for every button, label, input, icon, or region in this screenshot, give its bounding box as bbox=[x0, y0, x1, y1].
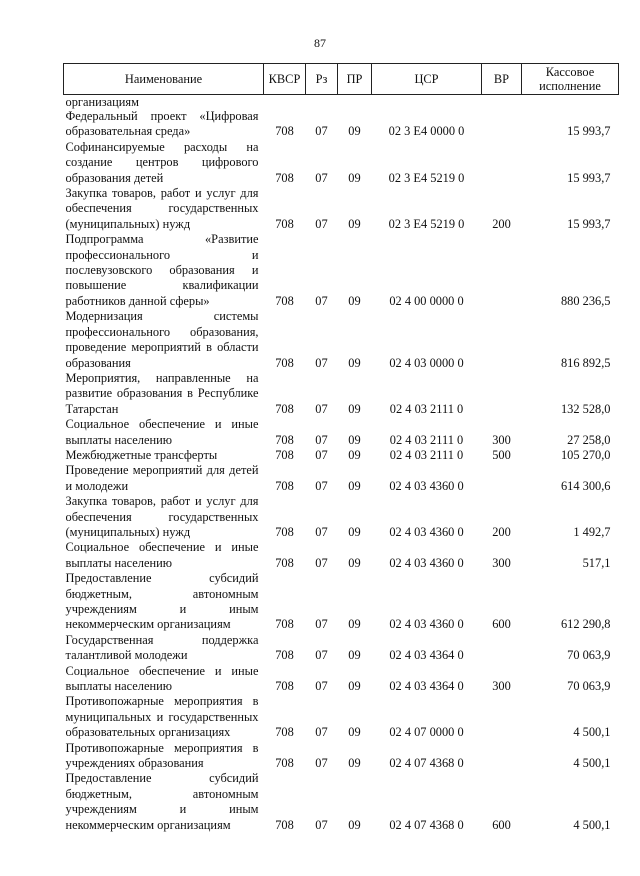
cell-name: Закупка товаров, работ и услуг для обеспечения государственных (муниципальных) нужд bbox=[65, 186, 259, 231]
cell-pr: 09 bbox=[348, 293, 361, 308]
cell-name: Софинансируемые расходы на создание центров цифрового образования детей bbox=[65, 139, 259, 185]
cell-pr: 09 bbox=[348, 447, 361, 462]
cell-name: Подпрограмма «Развитие профессионального и послевузовского образования и повышение квалификации работников данной сферы» bbox=[65, 232, 259, 308]
cell-rz: 07 bbox=[315, 617, 328, 632]
table-row bbox=[64, 309, 619, 371]
cell-csr: 02 3 E4 5219 0 bbox=[388, 170, 465, 185]
cell-amount: 1 492,7 bbox=[573, 524, 611, 539]
header-name: Наименование bbox=[64, 64, 264, 95]
cell-kvsr: 708 bbox=[275, 293, 294, 308]
cell-vr bbox=[482, 95, 522, 110]
cell-vr bbox=[482, 741, 522, 772]
cell-kvsr: 708 bbox=[275, 648, 294, 663]
cell-rz: 07 bbox=[315, 756, 328, 771]
cell-kvsr: 708 bbox=[275, 124, 294, 139]
header-amount: Кассовое исполнение bbox=[522, 64, 619, 95]
cell-name: Противопожарные мероприятия в учреждениях образования bbox=[65, 740, 259, 771]
header-vr: ВР bbox=[482, 64, 522, 95]
table-row bbox=[64, 448, 619, 463]
cell-amount: 132 528,0 bbox=[560, 401, 611, 416]
cell-name: Социальное обеспечение и иные выплаты населению bbox=[65, 417, 259, 447]
cell-amount: 105 270,0 bbox=[560, 447, 611, 462]
header-kvsr: КВСР bbox=[264, 64, 306, 95]
table-row bbox=[64, 664, 619, 695]
cell-vr bbox=[482, 371, 522, 417]
cell-kvsr: 708 bbox=[275, 447, 294, 462]
table-row bbox=[64, 109, 619, 140]
cell-name: Противопожарные мероприятия в муниципальных и государственных образовательных организациях bbox=[65, 694, 259, 740]
cell-rz: 07 bbox=[315, 725, 328, 740]
cell-rz: 07 bbox=[315, 293, 328, 308]
header-csr: ЦСР bbox=[372, 64, 482, 95]
cell-amount bbox=[522, 95, 619, 110]
cell-pr: 09 bbox=[348, 679, 361, 694]
cell-vr: 600 bbox=[492, 817, 511, 832]
cell-name: Мероприятия, направленные на развитие образования в Республике Татарстан bbox=[65, 370, 259, 416]
cell-vr: 300 bbox=[492, 432, 511, 447]
cell-kvsr: 708 bbox=[275, 355, 294, 370]
budget-table bbox=[63, 63, 619, 833]
cell-vr: 600 bbox=[492, 617, 511, 632]
cell-kvsr: 708 bbox=[275, 524, 294, 539]
cell-name: Закупка товаров, работ и услуг для обеспечения государственных (муниципальных) нужд bbox=[65, 494, 259, 539]
cell-amount: 15 993,7 bbox=[567, 124, 611, 139]
cell-csr: 02 3 E4 0000 0 bbox=[388, 124, 465, 139]
table-row bbox=[64, 232, 619, 309]
cell-csr: 02 4 03 4360 0 bbox=[389, 617, 464, 632]
cell-kvsr: 708 bbox=[275, 617, 294, 632]
cell-csr: 02 4 03 4360 0 bbox=[389, 524, 464, 539]
cell-kvsr: 708 bbox=[275, 170, 294, 185]
cell-amount: 27 258,0 bbox=[567, 432, 611, 447]
cell-pr: 09 bbox=[348, 817, 361, 832]
table-header-row bbox=[64, 64, 619, 95]
cell-csr: 02 4 07 0000 0 bbox=[389, 725, 464, 740]
cell-rz: 07 bbox=[315, 355, 328, 370]
cell-vr bbox=[482, 463, 522, 494]
table-row bbox=[64, 463, 619, 494]
cell-rz: 07 bbox=[315, 216, 328, 231]
cell-amount: 4 500,1 bbox=[573, 725, 611, 740]
cell-amount: 612 290,8 bbox=[560, 617, 611, 632]
cell-csr: 02 4 03 0000 0 bbox=[389, 355, 464, 370]
cell-pr: 09 bbox=[348, 478, 361, 493]
cell-rz: 07 bbox=[315, 679, 328, 694]
cell-csr: 02 3 E4 5219 0 bbox=[388, 216, 465, 231]
table-row bbox=[64, 186, 619, 232]
cell-amount: 15 993,7 bbox=[567, 216, 611, 231]
table-row bbox=[64, 633, 619, 664]
cell-kvsr: 708 bbox=[275, 432, 294, 447]
cell-pr: 09 bbox=[348, 432, 361, 447]
cell-amount: 816 892,5 bbox=[560, 355, 611, 370]
cell-rz: 07 bbox=[315, 555, 328, 570]
table-row bbox=[64, 371, 619, 417]
cell-name: организациям bbox=[65, 95, 139, 109]
cell-csr: 02 4 07 4368 0 bbox=[389, 817, 464, 832]
cell-amount: 614 300,6 bbox=[560, 478, 611, 493]
table-row bbox=[64, 417, 619, 448]
cell-name: Предоставление субсидий бюджетным, автономным учреждениям и иным некоммерческим организациям bbox=[65, 771, 259, 832]
cell-pr: 09 bbox=[348, 648, 361, 663]
cell-name: Федеральный проект «Цифровая образовательная среда» bbox=[65, 109, 259, 139]
cell-pr: 09 bbox=[348, 401, 361, 416]
cell-csr: 02 4 07 4368 0 bbox=[389, 756, 464, 771]
cell-vr bbox=[482, 140, 522, 186]
cell-vr: 200 bbox=[492, 524, 511, 539]
cell-pr: 09 bbox=[348, 216, 361, 231]
header-pr: ПР bbox=[338, 64, 372, 95]
cell-pr: 09 bbox=[348, 756, 361, 771]
table-row bbox=[64, 571, 619, 633]
table-row bbox=[64, 95, 619, 110]
cell-amount: 517,1 bbox=[582, 555, 611, 570]
cell-rz: 07 bbox=[315, 648, 328, 663]
cell-kvsr: 708 bbox=[275, 725, 294, 740]
cell-pr: 09 bbox=[348, 555, 361, 570]
cell-vr: 200 bbox=[492, 216, 511, 231]
cell-rz bbox=[306, 95, 338, 110]
cell-pr: 09 bbox=[348, 355, 361, 370]
cell-kvsr: 708 bbox=[275, 679, 294, 694]
cell-name: Модернизация системы профессионального образования, проведение мероприятий в области образования bbox=[65, 309, 259, 370]
cell-vr: 300 bbox=[492, 679, 511, 694]
cell-pr: 09 bbox=[348, 617, 361, 632]
cell-amount: 4 500,1 bbox=[573, 817, 611, 832]
cell-vr bbox=[482, 109, 522, 140]
cell-kvsr: 708 bbox=[275, 555, 294, 570]
cell-rz: 07 bbox=[315, 401, 328, 416]
cell-amount: 4 500,1 bbox=[573, 756, 611, 771]
cell-name: Межбюджетные трансферты bbox=[65, 447, 218, 462]
cell-kvsr: 708 bbox=[275, 401, 294, 416]
cell-amount: 880 236,5 bbox=[560, 293, 611, 308]
cell-name: Предоставление субсидий бюджетным, автономным учреждениям и иным некоммерческим организациям bbox=[65, 571, 259, 632]
cell-vr: 500 bbox=[492, 447, 511, 462]
cell-pr bbox=[338, 95, 372, 110]
header-rz: Рз bbox=[306, 64, 338, 95]
cell-kvsr: 708 bbox=[275, 478, 294, 493]
cell-vr bbox=[482, 633, 522, 664]
cell-rz: 07 bbox=[315, 124, 328, 139]
table-row bbox=[64, 741, 619, 772]
cell-csr: 02 4 03 2111 0 bbox=[389, 447, 464, 462]
cell-csr: 02 4 00 0000 0 bbox=[389, 293, 464, 308]
cell-name: Проведение мероприятий для детей и молодежи bbox=[65, 463, 259, 493]
cell-rz: 07 bbox=[315, 432, 328, 447]
table-row bbox=[64, 694, 619, 740]
cell-csr: 02 4 03 4360 0 bbox=[389, 478, 464, 493]
cell-pr: 09 bbox=[348, 524, 361, 539]
cell-rz: 07 bbox=[315, 170, 328, 185]
cell-amount: 15 993,7 bbox=[567, 170, 611, 185]
cell-amount: 70 063,9 bbox=[567, 648, 611, 663]
cell-pr: 09 bbox=[348, 725, 361, 740]
cell-vr bbox=[482, 694, 522, 740]
cell-csr bbox=[372, 95, 482, 110]
cell-name: Социальное обеспечение и иные выплаты населению bbox=[65, 540, 259, 570]
cell-csr: 02 4 03 2111 0 bbox=[389, 432, 464, 447]
cell-vr: 300 bbox=[492, 555, 511, 570]
cell-rz: 07 bbox=[315, 447, 328, 462]
cell-csr: 02 4 03 4364 0 bbox=[389, 648, 464, 663]
cell-vr bbox=[482, 309, 522, 371]
page-number: 87 bbox=[314, 36, 326, 50]
cell-amount: 70 063,9 bbox=[567, 679, 611, 694]
table-row bbox=[64, 494, 619, 540]
cell-vr bbox=[482, 232, 522, 309]
cell-name: Государственная поддержка талантливой молодежи bbox=[65, 632, 259, 663]
cell-kvsr bbox=[264, 95, 306, 110]
cell-kvsr: 708 bbox=[275, 756, 294, 771]
table-row bbox=[64, 771, 619, 833]
cell-csr: 02 4 03 2111 0 bbox=[389, 401, 464, 416]
cell-kvsr: 708 bbox=[275, 817, 294, 832]
cell-rz: 07 bbox=[315, 478, 328, 493]
cell-csr: 02 4 03 4360 0 bbox=[389, 555, 464, 570]
table-row bbox=[64, 540, 619, 571]
cell-pr: 09 bbox=[348, 170, 361, 185]
cell-pr: 09 bbox=[348, 124, 361, 139]
cell-kvsr: 708 bbox=[275, 216, 294, 231]
table-row bbox=[64, 140, 619, 186]
cell-csr: 02 4 03 4364 0 bbox=[389, 679, 464, 694]
cell-rz: 07 bbox=[315, 817, 328, 832]
cell-name: Социальное обеспечение и иные выплаты населению bbox=[65, 663, 259, 694]
cell-rz: 07 bbox=[315, 524, 328, 539]
